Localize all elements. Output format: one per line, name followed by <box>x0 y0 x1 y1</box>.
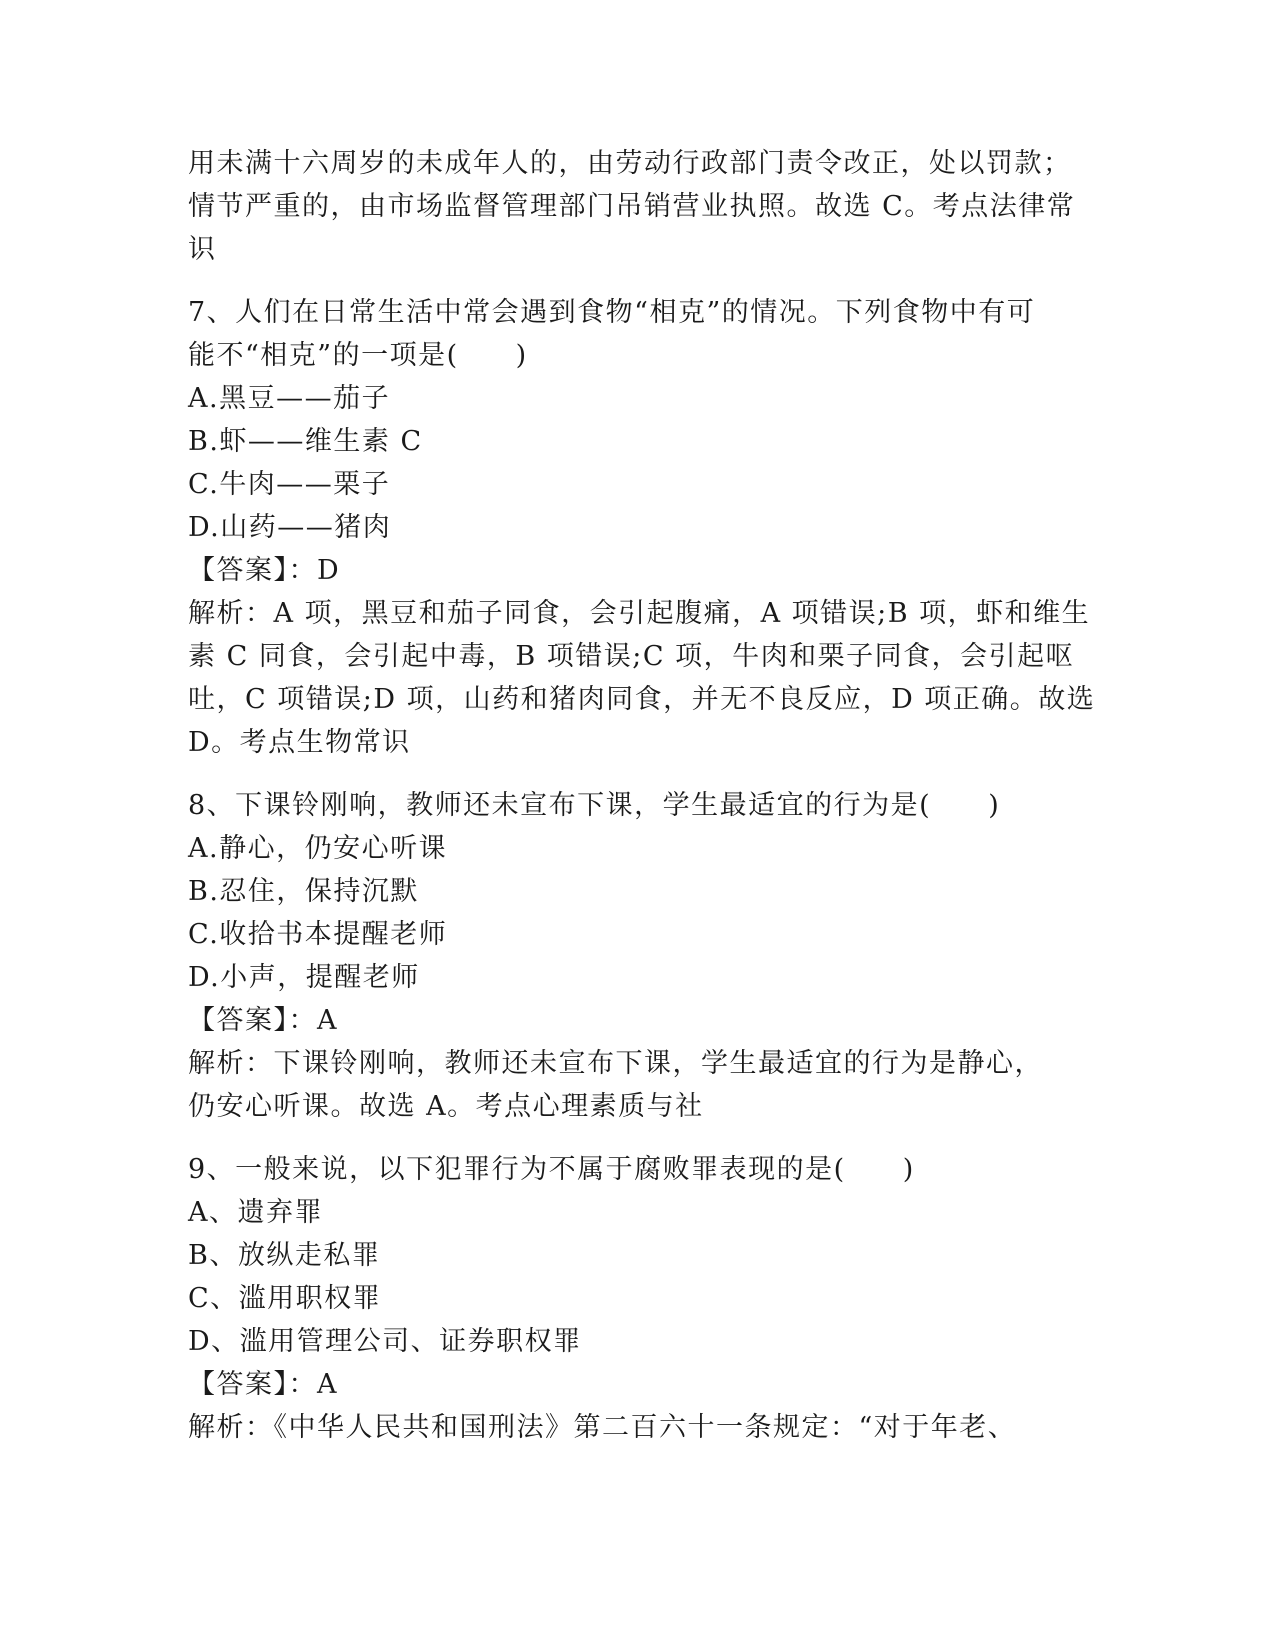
paragraph-gap <box>188 764 1088 784</box>
document-content <box>188 142 1096 1449</box>
intro-line: 情节严重的，由市场监督管理部门吊销营业执照。故选 C。考点法律常 <box>188 191 1076 222</box>
answer-label: 【答案】：A <box>188 1369 338 1400</box>
option-b: B.虾——维生素 C <box>188 426 423 457</box>
question-stem: 8、下课铃刚响，教师还未宣布下课，学生最适宜的行为是( ) <box>188 790 1001 821</box>
intro-line: 识 <box>188 234 217 265</box>
answer-label: 【答案】：A <box>188 1005 338 1036</box>
option-a: A.黑豆——茄子 <box>188 383 391 414</box>
analysis-line: 仍安心听课。故选 A。考点心理素质与社 <box>188 1091 704 1122</box>
paragraph-gap <box>188 271 1088 291</box>
intro-line: 用未满十六周岁的未成年人的，由劳动行政部门责令改正，处以罚款； <box>188 148 1072 179</box>
question-7 <box>188 291 1096 764</box>
option-b: B.忍住，保持沉默 <box>188 876 419 907</box>
option-b: B、放纵走私罪 <box>188 1240 381 1271</box>
analysis-line: 素 C 同食，会引起中毒，B 项错误;C 项，牛肉和栗子同食，会引起呕 <box>188 641 1075 672</box>
question-stem: 9、一般来说，以下犯罪行为不属于腐败罪表现的是( ) <box>188 1154 915 1185</box>
analysis-line: 解析：A 项，黑豆和茄子同食，会引起腹痛，A 项错误;B 项，虾和维生 <box>188 598 1091 629</box>
option-a: A、遗弃罪 <box>188 1197 323 1228</box>
question-9 <box>188 1148 1088 1449</box>
intro-paragraph <box>188 142 1088 271</box>
option-d: D.山药——猪肉 <box>188 512 392 543</box>
option-c: C、滥用职权罪 <box>188 1283 382 1314</box>
option-a: A.静心，仍安心听课 <box>188 833 448 864</box>
analysis-line: 解析：《中华人民共和国刑法》第二百六十一条规定：“对于年老、 <box>188 1412 1017 1443</box>
analysis-line: 解析：下课铃刚响，教师还未宣布下课，学生最适宜的行为是静心， <box>188 1048 1043 1079</box>
analysis-line: D。考点生物常识 <box>188 727 411 758</box>
option-c: C.收拾书本提醒老师 <box>188 919 448 950</box>
question-stem: 7、人们在日常生活中常会遇到食物“相克”的情况。下列食物中有可 <box>188 297 1036 328</box>
option-d: D.小声，提醒老师 <box>188 962 420 993</box>
question-stem: 能不“相克”的一项是( ) <box>188 340 528 371</box>
paragraph-gap <box>188 1128 1088 1148</box>
question-8 <box>188 784 1088 1128</box>
analysis-line: 吐，C 项错误;D 项，山药和猪肉同食，并无不良反应，D 项正确。故选 <box>188 684 1096 715</box>
answer-label: 【答案】：D <box>188 555 341 586</box>
option-c: C.牛肉——栗子 <box>188 469 391 500</box>
option-d: D、滥用管理公司、证券职权罪 <box>188 1326 582 1357</box>
